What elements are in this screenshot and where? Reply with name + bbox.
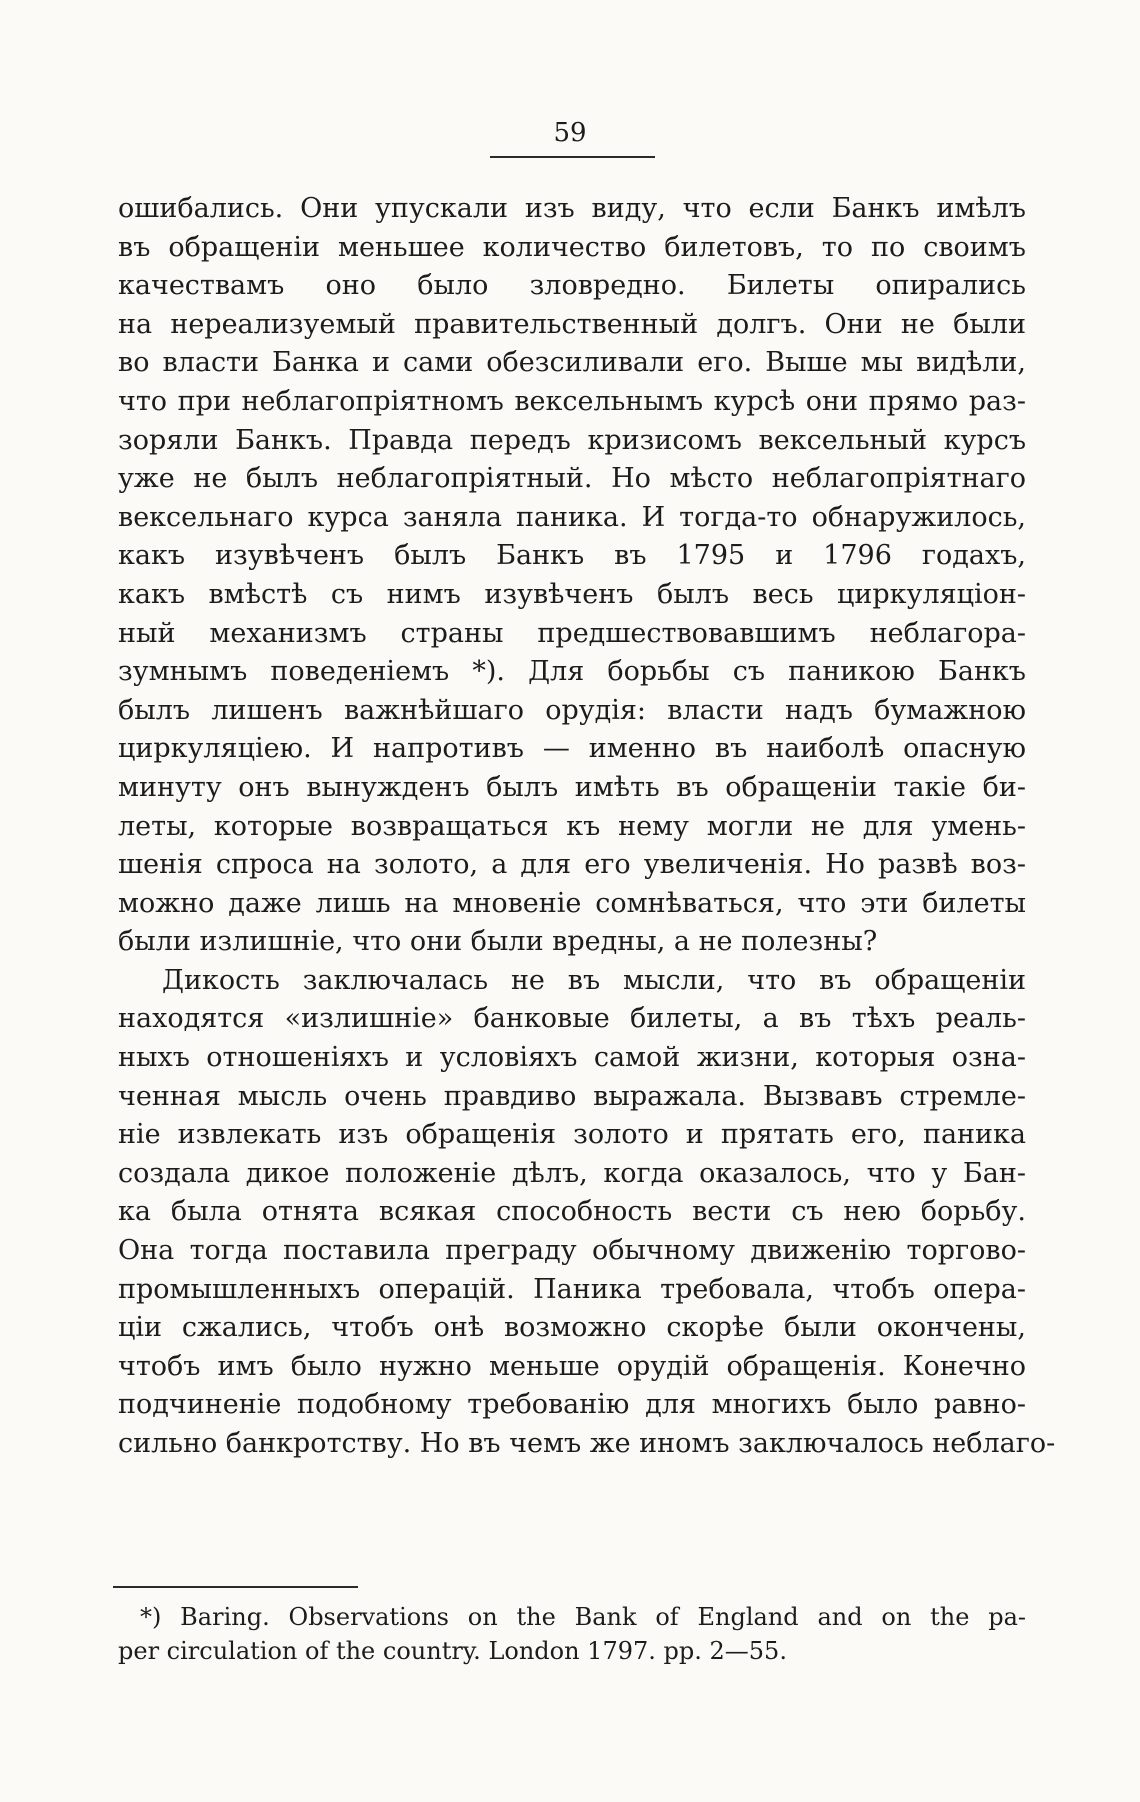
footnote <box>118 1600 1026 1668</box>
text-line: какъ вмѣстѣ съ нимъ изувѣченъ былъ весь циркуляціон- <box>118 578 1026 610</box>
text-line: ный механизмъ страны предшествовавшимъ неблагора- <box>118 617 1026 649</box>
text-line: во власти Банка и сами обезсиливали его. Выше мы видѣли, <box>118 347 1026 379</box>
text-line: Она тогда поставила преграду обычному движенію торгово- <box>118 1235 1026 1267</box>
text-line: можно даже лишь на мновеніе сомнѣваться, что эти билеты <box>118 887 1026 919</box>
footnote-rule <box>113 1586 358 1588</box>
text-line: сильно банкротству. Но въ чемъ же иномъ заключалось неблаго- <box>118 1428 1056 1459</box>
text-line: ныхъ отношеніяхъ и условіяхъ самой жизни, которыя озна- <box>118 1042 1026 1074</box>
text-line: зумнымъ поведеніемъ *). Для борьбы съ паникою Банкъ <box>118 656 1026 688</box>
text-line: на нереализуемый правительственный долгъ. Они не были <box>118 308 1026 340</box>
text-line: какъ изувѣченъ былъ Банкъ въ 1795 и 1796 годахъ, <box>118 540 1026 572</box>
text-line: подчиненіе подобному требованію для многихъ было равно- <box>118 1389 1026 1421</box>
text-line: зоряли Банкъ. Правда передъ кризисомъ вексельный курсъ <box>118 424 1026 456</box>
text-line: качествамъ оно было зловредно. Билеты опирались <box>118 270 1026 302</box>
text-line: былъ лишенъ важнѣйшаго орудія: власти надъ бумажною <box>118 694 1026 726</box>
text-line: ніе извлекать изъ обращенія золото и прятать его, паника <box>118 1119 1026 1151</box>
text-line: вексельнаго курса заняла паника. И тогда-то обнаружилось, <box>118 501 1026 533</box>
text-line: минуту онъ вынужденъ былъ имѣть въ обращеніи такіе би- <box>118 771 1026 803</box>
text-line: были излишніе, что они были вредны, а не полезны? <box>118 926 878 958</box>
text-line: что при неблагопріятномъ вексельнымъ курсѣ они прямо раз- <box>118 385 1026 417</box>
text-line: Дикость заключалась не въ мысли, что въ обращеніи <box>162 964 1026 996</box>
text-line: въ обращеніи меньшее количество билетовъ, то по своимъ <box>118 231 1026 263</box>
text-line: леты, которые возвращаться къ нему могли не для умень- <box>118 810 1026 842</box>
page-number: 59 <box>553 118 587 148</box>
footnote-line: *) Baring. Observations on the Bank of England and on the pa- <box>140 1603 1026 1631</box>
text-line: уже не былъ неблагопріятный. Но мѣсто неблагопріятнаго <box>118 463 1026 495</box>
text-line: шенія спроса на золото, а для его увеличенія. Но развѣ воз- <box>118 849 1026 881</box>
text-line: ка была отнята всякая способность вести съ нею борьбу. <box>118 1196 1026 1228</box>
body-text <box>118 190 1056 1464</box>
text-line: чтобъ имъ было нужно меньше орудій обращенія. Конечно <box>118 1350 1026 1382</box>
text-line: промышленныхъ операцій. Паника требовала, чтобъ опера- <box>118 1273 1026 1305</box>
footnote-line: per circulation of the country. London 1797. pp. 2—55. <box>118 1637 787 1665</box>
text-line: ошибались. Они упускали изъ виду, что если Банкъ имѣлъ <box>118 193 1026 224</box>
text-line: ченная мысль очень правдиво выражала. Вызвавъ стремле- <box>118 1080 1026 1112</box>
text-line: создала дикое положеніе дѣлъ, когда оказалось, что у Бан- <box>118 1157 1026 1189</box>
text-line: ціи сжались, чтобъ онѣ возможно скорѣе были окончены, <box>118 1312 1026 1344</box>
text-line: находятся «излишніе» банковые билеты, а въ тѣхъ реаль- <box>118 1003 1026 1035</box>
header-rule <box>490 156 655 158</box>
text-line: циркуляціею. И напротивъ — именно въ наиболѣ опасную <box>118 733 1026 765</box>
